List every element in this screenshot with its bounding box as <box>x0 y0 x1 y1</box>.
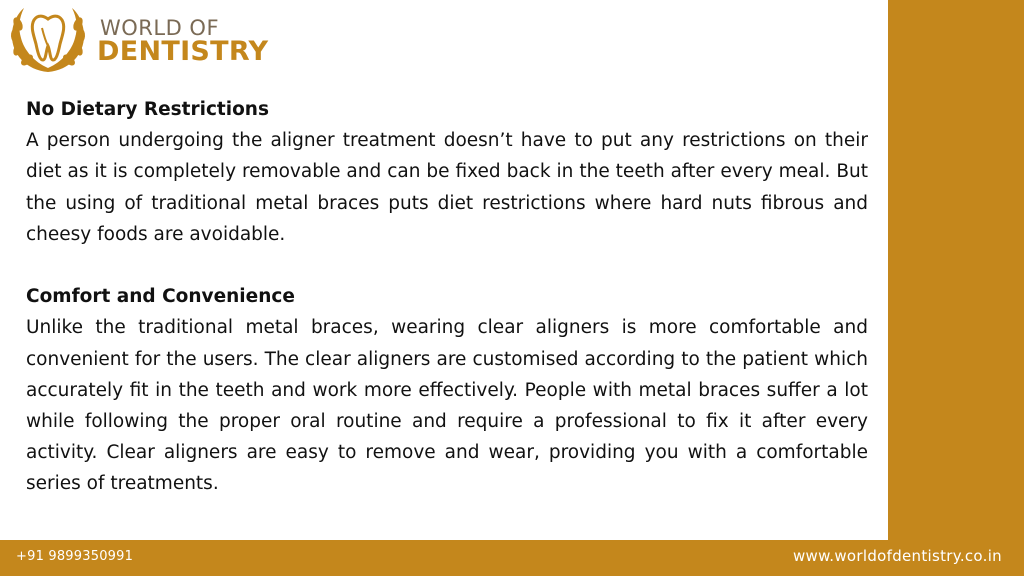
main-content <box>26 94 868 500</box>
laurel-tooth-icon <box>4 2 92 78</box>
section-body-dietary: A person undergoing the aligner treatment doesn’t have to put any restrictions on their diet as it is completely removable and can be fixed back in the teeth after every meal. But the using of traditional metal braces puts diet restrictions where hard nuts fibrous and cheesy foods are avoidable. <box>26 130 868 245</box>
section-heading-comfort: Comfort and Convenience <box>26 286 295 308</box>
footer-phone[interactable]: +91 9899350991 <box>16 549 134 564</box>
section-body-comfort: Unlike the traditional metal braces, wearing clear aligners is more comfortable and convenient for the users. The clear aligners are customised according to the patient which accurately fit in the teeth and work more effectively. People with metal braces suffer a lot while following the proper oral routine and require a professional to fix it after every activity. Clear aligners are easy to remove and wear, providing you with a comfortable series of treatments. <box>26 317 868 495</box>
right-accent-bar <box>888 0 1024 576</box>
brand-logo[interactable] <box>4 2 274 78</box>
brand-name-top: WORLD OF <box>100 16 220 40</box>
brand-name-bottom: DENTISTRY <box>97 36 269 67</box>
footer-website-link[interactable]: www.worldofdentistry.co.in <box>792 547 1002 565</box>
footer-bar <box>0 540 1024 576</box>
section-heading-dietary: No Dietary Restrictions <box>26 99 269 120</box>
section-spacer <box>26 250 868 281</box>
